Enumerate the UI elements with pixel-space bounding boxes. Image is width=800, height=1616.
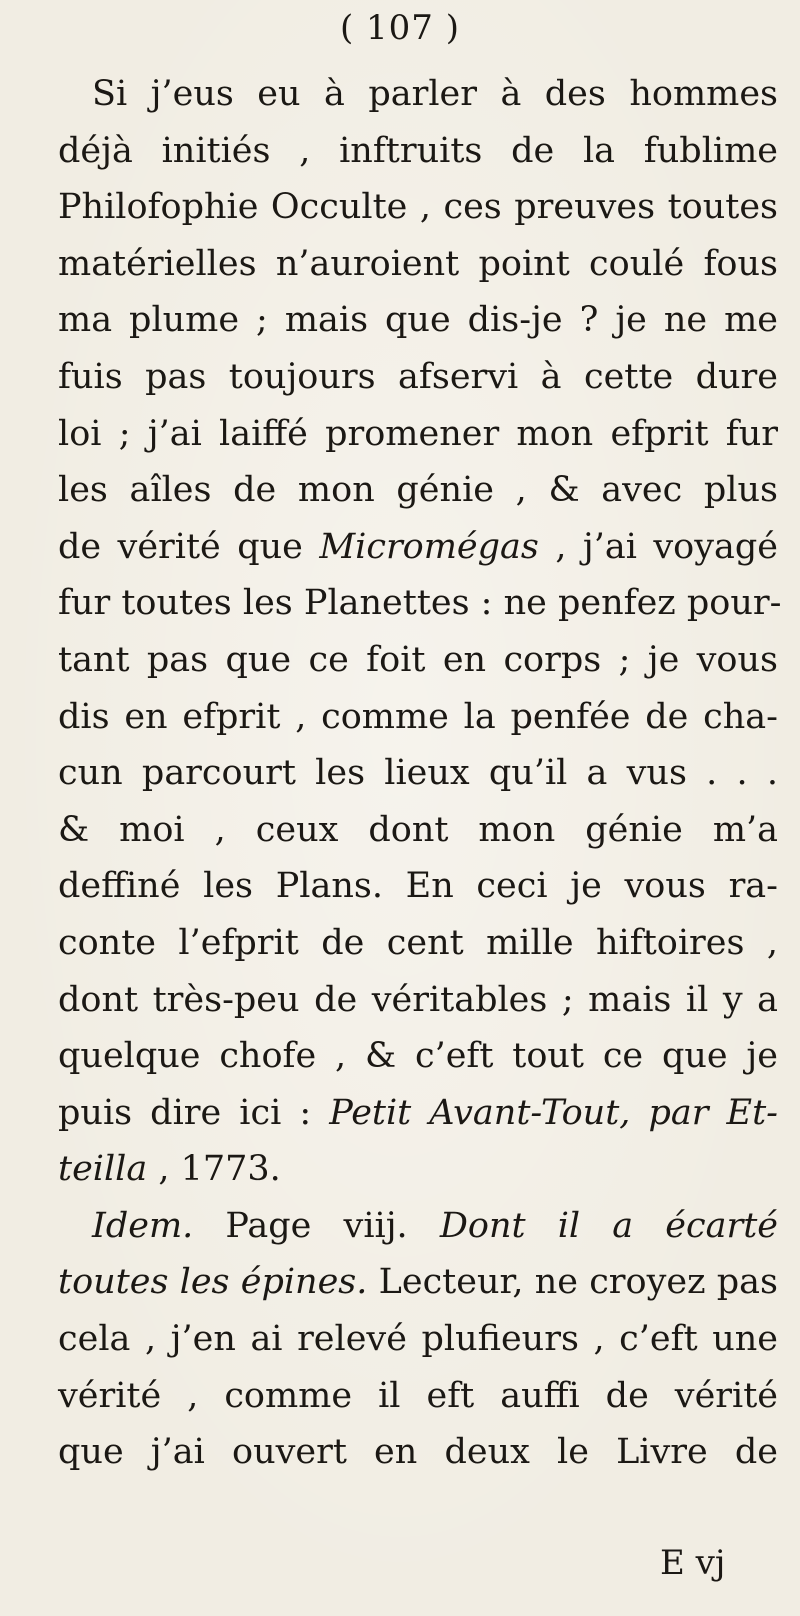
text-line-16: conte l’efprit de cent mille hiftoires , [58,922,778,963]
text-line-11: tant pas que ce foit en corps ; je vous [58,639,778,680]
page-reference: Page viij. [193,1205,408,1246]
text-line-19-start: puis dire ici : [58,1092,312,1133]
text-line-5: ma plume ; mais que dis-je ? je ne me [58,300,778,341]
text-line-23: cela , j’en ai relevé plufieurs , c’eft une [58,1319,778,1360]
text-line-1: Si j’eus eu à parler à des hommes [92,74,778,114]
italic-quote-end: toutes les épines. [58,1262,368,1303]
text-line-8: les aîles de mon génie , & avec plus [58,470,778,511]
italic-quote-start: Dont il a écarté [407,1205,778,1246]
text-line-21 [58,1198,778,1255]
text-line-22 [58,1254,778,1311]
italic-citation-end: teilla [58,1149,148,1190]
text-line-9-start: de vérité que [58,526,303,567]
text-line-9 [58,519,778,576]
text-line-7: loi ; j’ai laiffé promener mon efprit fur [58,413,778,454]
text-line-19 [58,1085,778,1142]
text-line-18: quelque chofe , & c’eft tout ce que je [58,1036,778,1077]
text-line-3: Philofophie Occulte , ces preuves toutes [58,187,778,228]
text-line-13: cun parcourt les lieux qu’il a vus . . . [58,753,778,794]
text-line-25: que j’ai ouvert en deux le Livre de [58,1432,778,1473]
text-line-12: dis en efprit , comme la penfée de cha- [58,696,778,737]
text-line-4: matérielles n’auroient point coulé fous [58,243,778,284]
italic-idem: Idem. [92,1205,194,1246]
text-line-9-end: , j’ai voyagé [538,526,778,567]
body-text [58,66,782,1481]
text-line-24: vérité , comme il eft auffi de vérité [58,1375,778,1416]
text-line-14: & moi , ceux dont mon génie m’a [58,809,778,850]
catchword-signature: E vj [660,1543,726,1583]
text-line-6: fuis pas toujours afservi à cette dure [58,356,778,397]
text-line-22-end: Lecteur, ne croyez pas [367,1262,778,1303]
citation-year: , 1773. [147,1149,281,1190]
text-line-2: déjà initiés , inftruits de la fublime [58,130,778,171]
text-line-20 [58,1141,778,1198]
text-line-10: fur toutes les Planettes : ne penfez pour- [58,583,782,624]
italic-citation: Petit Avant-Tout, par Et- [329,1092,778,1133]
italic-title-micromegas: Micromégas [319,526,539,567]
text-line-15: deffiné les Plans. En ceci je vous ra- [58,866,778,907]
text-line-17: dont très-peu de véritables ; mais il y a [58,979,778,1020]
page-number: ( 107 ) [339,8,461,48]
